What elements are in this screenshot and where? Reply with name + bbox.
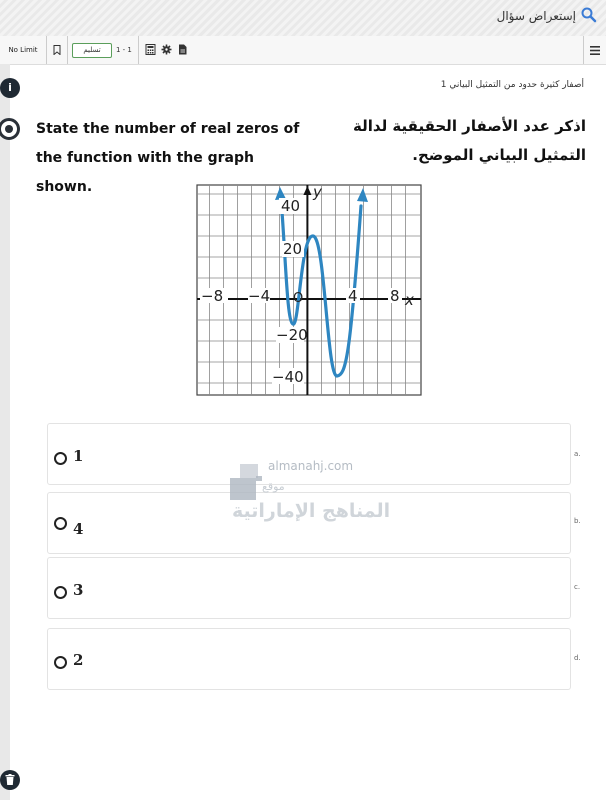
bookmark-icon (53, 45, 61, 55)
choice-letter: a. (574, 450, 581, 458)
submit-button[interactable]: تسليم (72, 43, 112, 58)
gear-icon[interactable] (161, 44, 172, 55)
audio-button[interactable] (0, 118, 20, 140)
answer-choice-a[interactable] (47, 423, 571, 485)
choice-text: 3 (73, 581, 84, 599)
y-tick-label: 40 (281, 197, 301, 215)
menu-button[interactable] (583, 36, 606, 64)
y-axis-label: y (313, 183, 322, 201)
trash-icon (5, 774, 15, 785)
document-icon[interactable] (177, 44, 188, 55)
watermark-title: المناهج الإماراتية (232, 500, 391, 522)
y-tick-label: −40 (272, 368, 304, 386)
radio-button[interactable] (54, 452, 67, 465)
x-axis-label: x (405, 291, 414, 309)
x-tick-label: 8 (390, 287, 400, 305)
radio-button[interactable] (54, 656, 67, 669)
top-bar (0, 0, 606, 37)
radio-button[interactable] (54, 517, 67, 530)
bookmark-button[interactable] (47, 36, 68, 64)
breadcrumb: أصفار كثيرة حدود من التمثيل البياني 1 (440, 80, 584, 90)
choice-letter: b. (574, 517, 581, 525)
divider (138, 36, 139, 64)
time-limit-label: No Limit (0, 36, 47, 64)
watermark-url: almanahj.com (268, 459, 354, 473)
choice-text: 2 (73, 651, 84, 669)
left-rail (0, 64, 10, 800)
search-icon[interactable] (580, 6, 598, 24)
y-tick-label: 20 (283, 240, 303, 258)
page-title: إستعراض سؤال (496, 9, 576, 23)
delete-button[interactable] (0, 770, 20, 790)
choice-letter: d. (574, 654, 581, 662)
choice-letter: c. (574, 583, 581, 591)
answer-choice-c[interactable] (47, 557, 571, 619)
choice-text: 1 (73, 447, 84, 465)
radio-button[interactable] (54, 586, 67, 599)
x-tick-label: −8 (201, 287, 224, 305)
page-counter: 1 - 1 (116, 46, 132, 54)
info-icon: i (8, 81, 12, 94)
y-tick-label: −20 (276, 326, 308, 344)
function-graph (192, 182, 426, 397)
x-tick-label: −4 (248, 287, 271, 305)
choice-text: 4 (73, 520, 84, 538)
calculator-icon[interactable] (145, 44, 156, 55)
watermark-text: موقع (262, 480, 285, 493)
question-text-english: State the number of real zeros of the function with the graph shown. (36, 121, 300, 195)
toolbar (0, 36, 606, 65)
origin-label: O (293, 291, 304, 306)
x-tick-label: 4 (348, 287, 358, 305)
answer-choice-d[interactable] (47, 628, 571, 690)
menu-icon (590, 46, 600, 55)
info-button[interactable] (0, 78, 20, 98)
question-text-arabic: اذكر عدد الأصفار الحقيقية لدالة التمثيل البياني الموضح. (353, 117, 586, 164)
